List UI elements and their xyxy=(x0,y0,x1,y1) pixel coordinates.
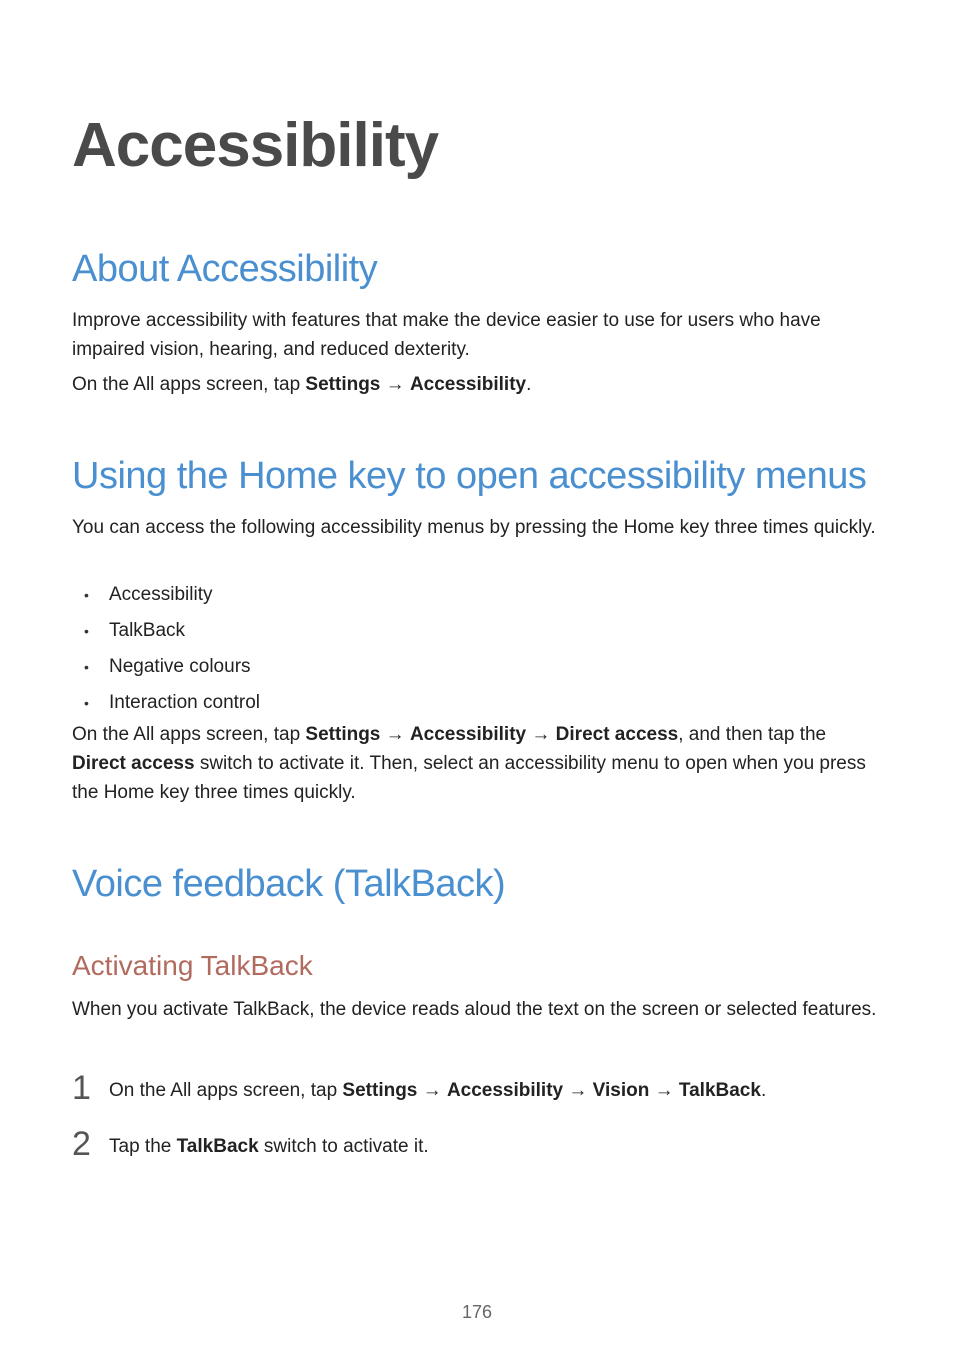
step-arrow: → xyxy=(649,1080,679,1101)
list-item xyxy=(72,652,260,688)
step-talkback: TalkBack xyxy=(678,1080,761,1101)
bullet-icon: • xyxy=(84,623,89,639)
path-settings: Settings xyxy=(305,724,381,745)
step-number: 2 xyxy=(72,1125,91,1163)
step-arrow: → xyxy=(563,1080,593,1101)
section-heading-home-key: Using the Home key to open accessibility menus xyxy=(72,455,867,497)
about-intro-paragraph: Improve accessibility with features that make the device easier to use for users who have impaired vision, hearing, and reduced dexterity. xyxy=(72,310,821,360)
step-end: . xyxy=(760,1080,767,1101)
path-end: switch to activate it. Then, select an accessibility menu to open when you press the Home key three times quickly. xyxy=(72,753,866,803)
path-arrow: → xyxy=(380,374,410,395)
list-item xyxy=(72,580,260,616)
list-item xyxy=(72,688,260,724)
list-item-label: Negative colours xyxy=(109,656,251,677)
step-2 xyxy=(72,1126,892,1166)
list-item-label: Accessibility xyxy=(109,584,213,605)
subsection-heading-activating-talkback: Activating TalkBack xyxy=(72,950,313,981)
about-path-paragraph xyxy=(72,370,882,399)
section-heading-voice-feedback: Voice feedback (TalkBack) xyxy=(72,863,506,905)
step-arrow: → xyxy=(417,1080,447,1101)
step-vision: Vision xyxy=(592,1080,650,1101)
step-prefix: On the All apps screen, tap xyxy=(109,1080,343,1101)
home-key-intro-paragraph: You can access the following accessibility menus by pressing the Home key three times quickly. xyxy=(72,517,876,538)
step-settings: Settings xyxy=(342,1080,418,1101)
bullet-icon: • xyxy=(84,695,89,711)
list-item-label: TalkBack xyxy=(109,620,186,641)
path-accessibility: Accessibility xyxy=(409,724,527,745)
accessibility-menu-list xyxy=(72,580,260,724)
step-end: switch to activate it. xyxy=(258,1136,429,1157)
page-title: Accessibility xyxy=(72,111,439,180)
step-number: 1 xyxy=(72,1069,91,1107)
step-text xyxy=(109,1076,766,1105)
switch-name: Direct access xyxy=(72,753,195,774)
list-item-label: Interaction control xyxy=(109,692,261,713)
path-prefix: On the All apps screen, tap xyxy=(72,724,306,745)
path-arrow: → xyxy=(526,724,556,745)
path-settings: Settings xyxy=(305,374,381,395)
path-direct-access: Direct access xyxy=(555,724,679,745)
step-1 xyxy=(72,1070,892,1110)
voice-feedback-intro-paragraph: When you activate TalkBack, the device reads aloud the text on the screen or selected features. xyxy=(72,999,877,1020)
bullet-icon: • xyxy=(84,587,89,603)
list-item xyxy=(72,616,260,652)
home-key-path-paragraph xyxy=(72,720,882,807)
section-heading-about-accessibility: About Accessibility xyxy=(72,248,378,290)
bullet-icon: • xyxy=(84,659,89,675)
page-number: 176 xyxy=(461,1302,493,1322)
step-talkback: TalkBack xyxy=(176,1136,259,1157)
step-text xyxy=(109,1132,429,1161)
path-prefix: On the All apps screen, tap xyxy=(72,374,306,395)
step-accessibility: Accessibility xyxy=(446,1080,564,1101)
path-end: . xyxy=(526,374,532,395)
step-prefix: Tap the xyxy=(109,1136,177,1157)
path-mid: , and then tap the xyxy=(678,724,827,745)
path-arrow: → xyxy=(380,724,410,745)
path-accessibility: Accessibility xyxy=(409,374,527,395)
